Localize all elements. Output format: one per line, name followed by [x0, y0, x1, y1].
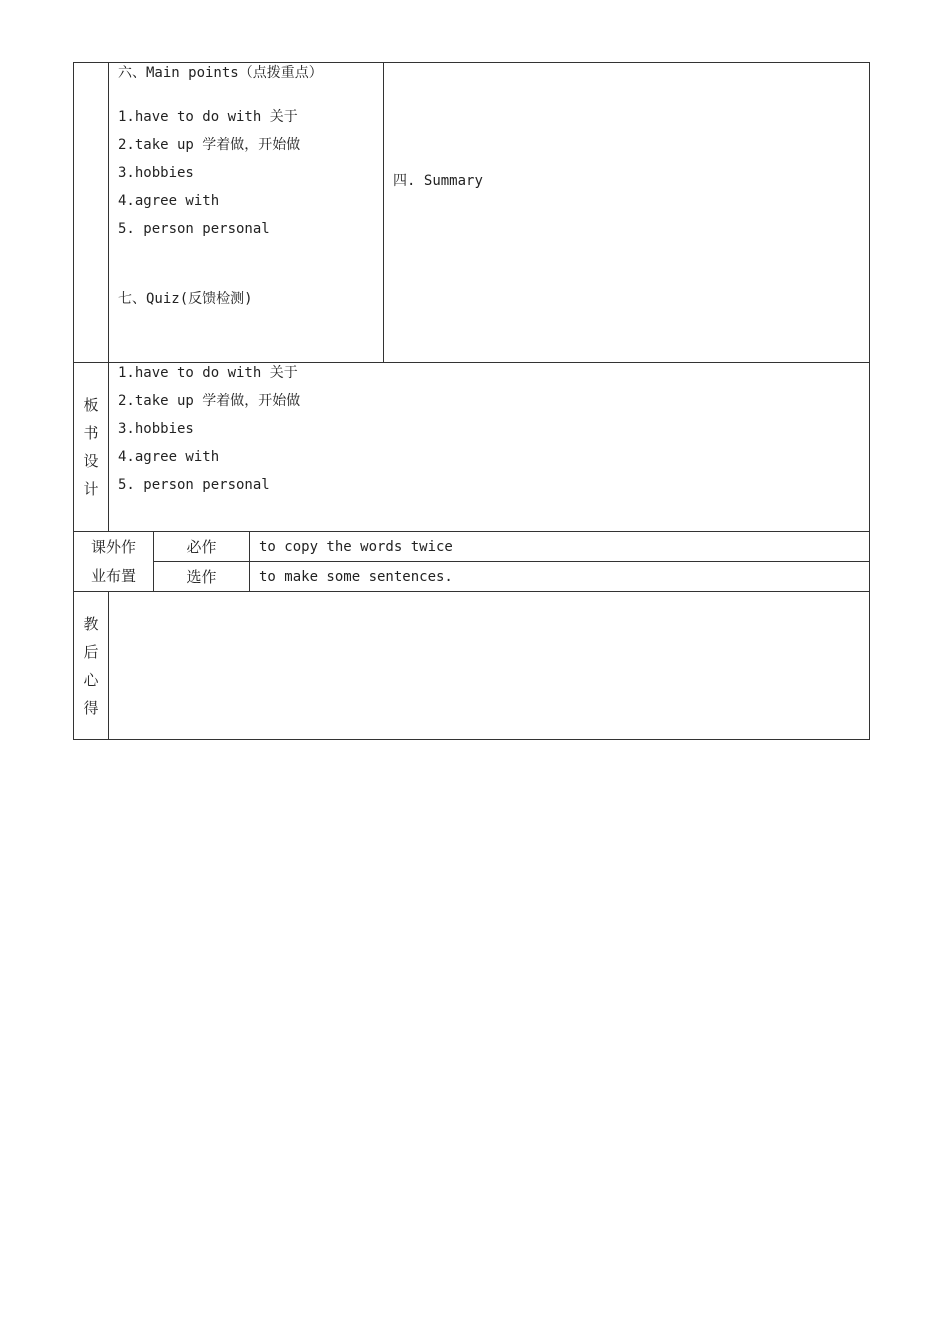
reflection-row	[74, 592, 870, 740]
board-item: 1.have to do with 关于	[118, 365, 298, 381]
board-item: 4.agree with	[118, 449, 220, 465]
optional-text: to make some sentences.	[250, 562, 870, 592]
main-point-item: 2.take up 学着做，开始做	[118, 137, 301, 153]
summary-cell	[384, 63, 870, 363]
board-design-row	[74, 363, 870, 532]
reflection-label: 教 后 心 得	[74, 592, 109, 740]
main-point-item: 4.agree with	[118, 193, 220, 209]
board-item: 3.hobbies	[118, 421, 194, 437]
main-point-item: 3.hobbies	[118, 165, 194, 181]
main-points-cell	[109, 63, 384, 363]
main-points-heading: 六、Main points（点拨重点）	[118, 65, 323, 81]
homework-required-row	[74, 532, 870, 562]
optional-label: 选作	[154, 562, 250, 592]
required-label: 必作	[154, 532, 250, 562]
homework-optional-row	[74, 562, 870, 592]
board-design-cell	[109, 363, 870, 532]
homework-label: 课外作 业布置	[74, 532, 154, 592]
quiz-heading: 七、Quiz(反馈检测)	[118, 291, 253, 307]
main-point-item: 1.have to do with 关于	[118, 109, 298, 125]
board-item: 5. person personal	[118, 477, 270, 493]
lesson-plan-table	[73, 62, 870, 740]
reflection-cell	[109, 592, 870, 740]
summary-heading: 四. Summary	[393, 173, 483, 189]
main-point-item: 5. person personal	[118, 221, 270, 237]
board-design-label: 板 书 设 计	[74, 363, 109, 532]
required-text: to copy the words twice	[250, 532, 870, 562]
row-label-empty	[74, 63, 109, 363]
board-item: 2.take up 学着做，开始做	[118, 393, 301, 409]
main-points-row	[74, 63, 870, 363]
